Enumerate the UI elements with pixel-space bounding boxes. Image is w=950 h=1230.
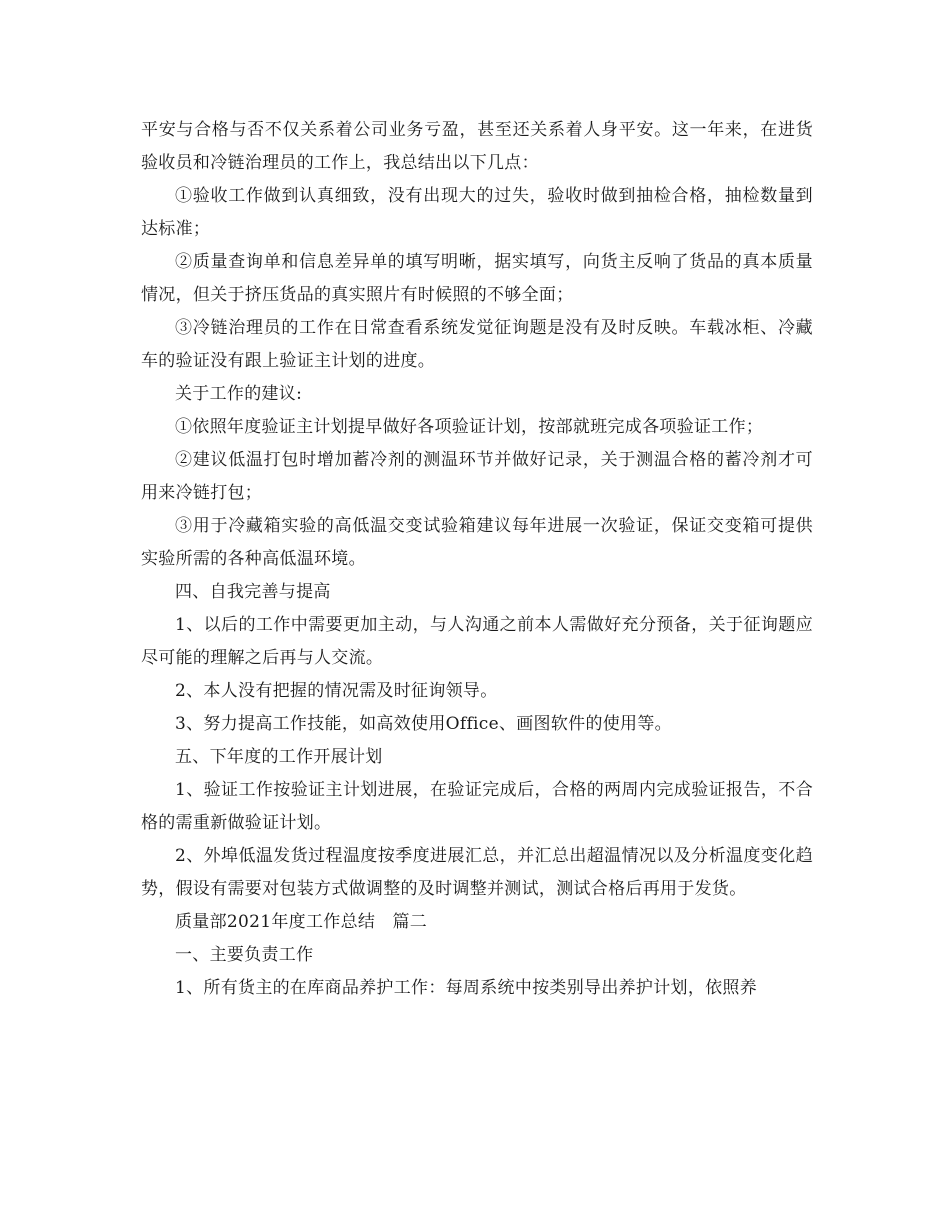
- paragraph: 2、外埠低温发货过程温度按季度进展汇总，并汇总出超温情况以及分析温度变化趋势，假设有需要对包装方式做调整的及时调整并测试，测试合格后再用于发货。: [141, 846, 813, 899]
- document-body: [141, 114, 813, 1005]
- paragraph: 1、所有货主的在库商品养护工作：每周系统中按类别导出养护计划，依照养: [175, 978, 758, 998]
- paragraph: ②质量查询单和信息差异单的填写明晰，据实填写，向货主反响了货品的真本质量情况，但关于挤压货品的真实照片有时候照的不够全面；: [141, 252, 813, 305]
- paragraph: 3、努力提高工作技能，如高效使用Office、画图软件的使用等。: [175, 714, 672, 734]
- paragraph: ①依照年度验证主计划提早做好各项验证计划，按部就班完成各项验证工作；: [175, 417, 764, 437]
- paragraph: ①验收工作做到认真细致，没有出现大的过失，验收时做到抽检合格，抽检数量到达标准；: [141, 186, 813, 239]
- paragraph: ③冷链治理员的工作在日常查看系统发觉征询题是没有及时反映。车载冰柜、冷藏车的验证没有跟上验证主计划的进度。: [141, 318, 813, 371]
- paragraph: 1、以后的工作中需要更加主动，与人沟通之前本人需做好充分预备，关于征询题应尽可能的理解之后再与人交流。: [141, 615, 813, 668]
- section-heading: 五、下年度的工作开展计划: [175, 747, 383, 767]
- document-title: 质量部2021年度工作总结 篇二: [175, 912, 428, 932]
- section-heading: 关于工作的建议:: [175, 384, 303, 404]
- paragraph: ②建议低温打包时增加蓄冷剂的测温环节并做好记录，关于测温合格的蓄冷剂才可用来冷链打包；: [141, 450, 813, 503]
- paragraph: 平安与合格与否不仅关系着公司业务亏盈，甚至还关系着人身平安。这一年来，在进货验收员和冷链治理员的工作上，我总结出以下几点：: [141, 120, 813, 173]
- paragraph: ③用于冷藏箱实验的高低温交变试验箱建议每年进展一次验证，保证交变箱可提供实验所需的各种高低温环境。: [141, 516, 813, 569]
- paragraph: 2、本人没有把握的情况需及时征询领导。: [175, 681, 498, 701]
- paragraph: 1、验证工作按验证主计划进展，在验证完成后，合格的两周内完成验证报告，不合格的需重新做验证计划。: [141, 780, 813, 833]
- section-heading: 一、主要负责工作: [175, 945, 314, 965]
- section-heading: 四、自我完善与提高: [175, 582, 331, 602]
